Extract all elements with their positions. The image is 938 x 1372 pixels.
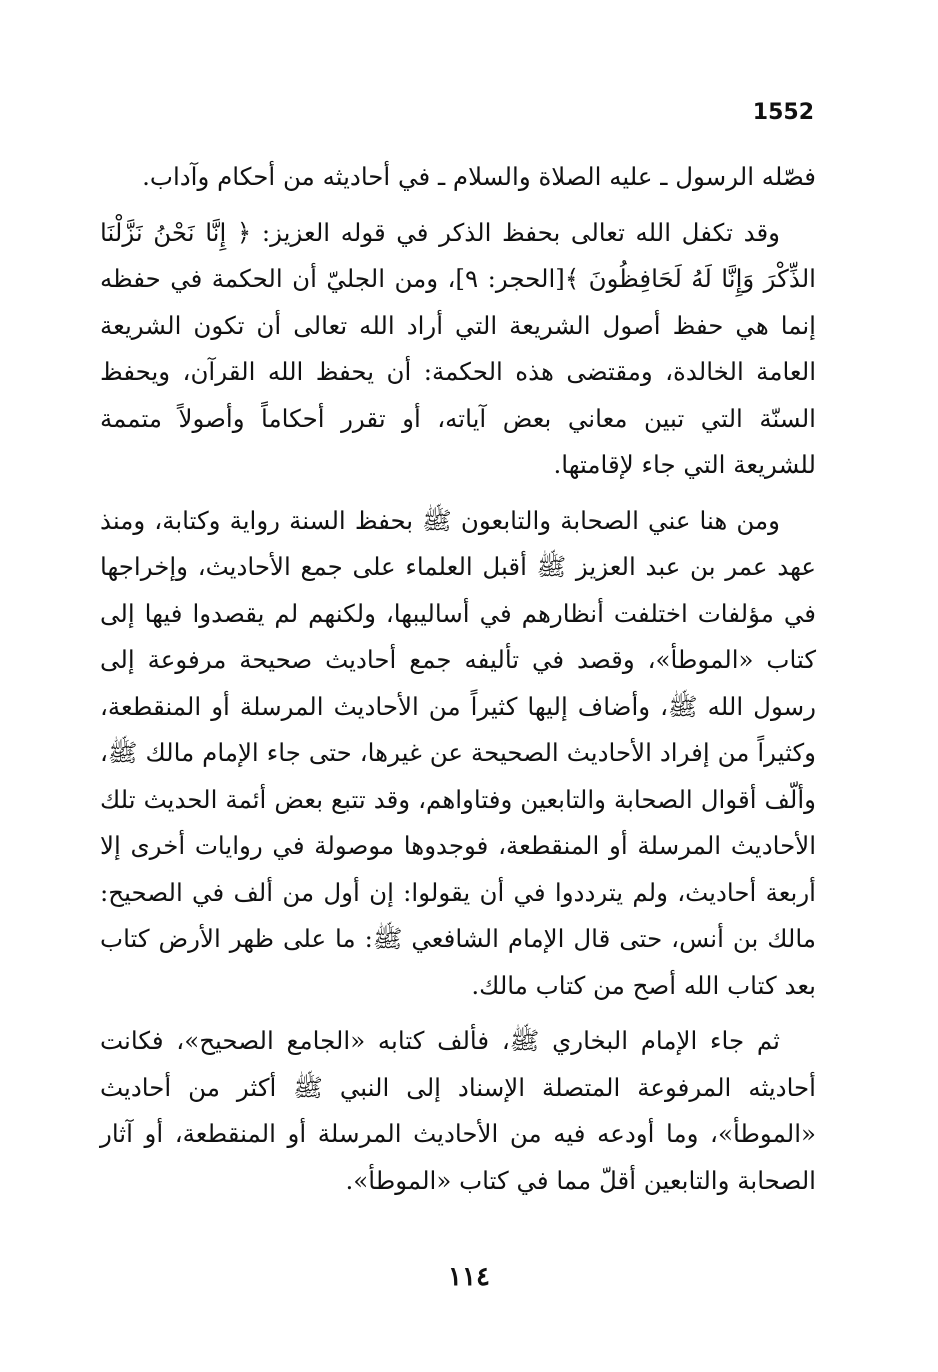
paragraph-1: فصّله الرسول ـ عليه الصلاة والسلام ـ في أحاديثه من أحكام وآداب. xyxy=(142,162,816,191)
page-number-bottom: ١١٤ xyxy=(448,1262,490,1292)
paragraph-2: وقد تكفل الله تعالى بحفظ الذكر في قوله العزيز: ﴿ إِنَّا نَحْنُ نَزَّلْنَا الذِّكْرَ وَإِنَّا لَهُ لَحَافِظُونَ ﴾[الحجر: ٩]، ومن الجليّ أن الحكمة في حفظه إنما هي حفظ أصول الشريعة التي أراد الله تعالى أن تكون الشريعة العامة الخالدة، ومقتضى هذه الحكمة: أن يحفظ الله القرآن، ويحفظ السنّة التي تبين معاني بعض آياته، أو تقرر أحكاماً وأصولاً متممة للشريعة التي جاء لإقامتها. xyxy=(100,217,816,479)
page-body xyxy=(100,154,816,1213)
page-number-top: 1552 xyxy=(752,100,814,125)
paragraph-4: ثم جاء الإمام البخاري ﷺ، فألف كتابه «الجامع الصحيح»، فكانت أحاديثه المرفوعة المتصلة الإسناد إلى النبي ﷺ أكثر من أحاديث «الموطأ»، وما أودعه فيه من الأحاديث المرسلة أو المنقطعة، أو آثار الصحابة والتابعين أقلّ مما في كتاب «الموطأ». xyxy=(100,1026,816,1195)
paragraph-3: ومن هنا عني الصحابة والتابعون ﷺ بحفظ السنة رواية وكتابة، ومنذ عهد عمر بن عبد العزيز ﷺ أقبل العلماء على جمع الأحاديث، وإخراجها في مؤلفات اختلفت أنظارهم في أساليبها، ولكنهم لم يقصدوا فيها إلى كتاب «الموطأ»، وقصد في تأليفه جمع أحاديث صحيحة مرفوعة إلى رسول الله ﷺ، وأضاف إليها كثيراً من الأحاديث المرسلة أو المنقطعة، وكثيراً من إفراد الأحاديث الصحيحة عن غيرها، حتى جاء الإمام مالك ﷺ، وألّف أقوال الصحابة والتابعين وفتاواهم، وقد تتبع بعض أئمة الحديث تلك الأحاديث المرسلة أو المنقطعة، فوجدوها موصولة في روايات أخرى إلا أربعة أحاديث، ولم يترددوا في أن يقولوا: إن أول من ألف في الصحيح: مالك بن أنس، حتى قال الإمام الشافعي ﷺ: ما على ظهر الأرض كتاب بعد كتاب الله أصح من كتاب مالك. xyxy=(100,505,816,1000)
